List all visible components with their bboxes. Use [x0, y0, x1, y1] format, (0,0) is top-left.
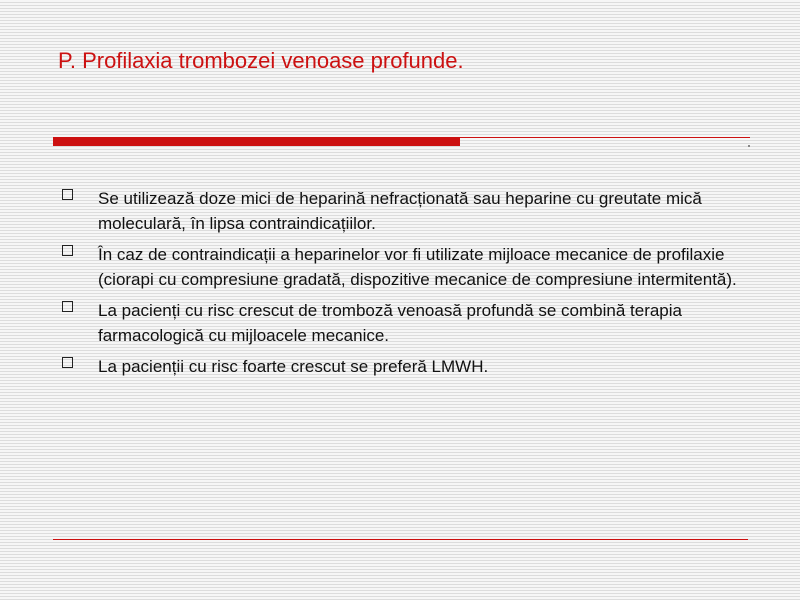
- title-divider-thin: [460, 137, 750, 138]
- divider-dot: [748, 145, 750, 147]
- hollow-square-bullet-icon: [62, 357, 73, 368]
- hollow-square-bullet-icon: [62, 189, 73, 200]
- hollow-square-bullet-icon: [62, 301, 73, 312]
- list-item: [62, 242, 742, 292]
- slide-title: P. Profilaxia trombozei venoase profunde.: [58, 48, 464, 73]
- bullet-text: În caz de contraindicații a heparinelor vor fi utilizate mijloace mecanice de profilaxie (ciorapi cu compresiune gradată, dispozitive mecanice de compresiune intermitentă).: [98, 245, 737, 289]
- bullet-text: La pacienții cu risc foarte crescut se preferă LMWH.: [98, 357, 489, 376]
- bullet-text: La pacienți cu risc crescut de tromboză venoasă profundă se combină terapia farmacologică cu mijloacele mecanice.: [98, 301, 682, 345]
- list-item: [62, 186, 742, 236]
- bullet-list: [62, 186, 742, 385]
- bullet-text: Se utilizează doze mici de heparină nefracționată sau heparine cu greutate mică moleculară, în lipsa contraindicațiilor.: [98, 189, 702, 233]
- hollow-square-bullet-icon: [62, 245, 73, 256]
- title-divider-thick: [53, 137, 460, 146]
- list-item: [62, 298, 742, 348]
- footer-divider: [53, 539, 748, 540]
- list-item: [62, 354, 742, 379]
